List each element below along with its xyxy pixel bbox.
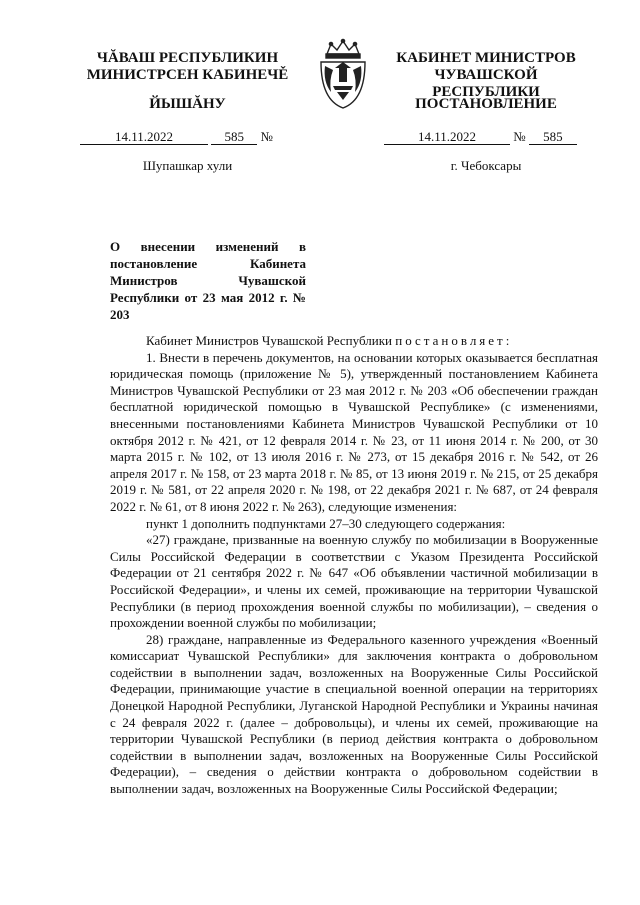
dateline-right [384, 129, 577, 145]
header-right-line2: ЧУВАШСКОЙ РЕСПУБЛИКИ [432, 67, 540, 100]
date-right: 14.11.2022 [384, 130, 510, 145]
paragraph-preamble [110, 333, 598, 350]
preamble-spaced-word: постановляет: [395, 333, 513, 348]
header-right-line1: КАБИНЕТ МИНИСТРОВ [396, 50, 576, 66]
paragraph-4: 28) граждане, направленные из Федерального казенного учреждения «Военный комиссариат Чувашской Республики» для заключения контракта о добровольном содействии в выполнении задач, возложенных на Вооруженные Силы Российской Федерации, принимающие участие в специальной военной операции на территориях Донецкой Народной Республики, Луганской Народной Республики и Украины начиная с 24 февраля 2022 г. (далее – добровольцы), и члены их семей, проживающие на территории Чувашской Республики (в период действия контракта о добровольном содействии в выполнении задач, возложенных на Вооруженные Силы Российской Федерации), – сведения о действии контракта о добровольном содействии в выполнении задач, возложенных на Вооруженные Силы Российской Федерации; [110, 631, 598, 797]
chuvash-coat-of-arms-icon [313, 38, 373, 112]
number-left: 585 [211, 130, 257, 145]
place-left: Шупашкар хули [142, 158, 233, 173]
number-right: 585 [529, 130, 577, 145]
header-left-line2: МИНИСТРСЕН КАБИНЕЧĚ [86, 67, 289, 83]
header-left [70, 50, 305, 84]
number-sign-left: № [260, 129, 273, 144]
dateline-left [80, 129, 273, 145]
number-sign-right: № [513, 129, 526, 144]
document-body [110, 333, 598, 798]
date-left: 14.11.2022 [80, 130, 208, 145]
document-subject: О внесении изменений в постановление Кабинета Министров Чувашской Республики от 23 мая 2012 г. № 203 [110, 239, 306, 322]
paragraph-3: «27) граждане, призванные на военную службу по мобилизации в Вооруженные Силы Российской Федерации в соответствии с Указом Президента Российской Федерации от 21 сентября 2022 г. № 647 «Об объявлении частичной мобилизации в Российской Федерации», и члены их семей, проживающие на территории Чувашской Республики (в период прохождения военной службы по мобилизации), – сведения о прохождении военной службы по мобилизации; [110, 532, 598, 631]
header-left-line1: ЧĂВАШ РЕСПУБЛИКИН [96, 50, 279, 66]
place-right: г. Чебоксары [450, 158, 522, 173]
paragraph-2: пункт 1 дополнить подпунктами 27–30 следующего содержания: [146, 515, 506, 531]
header-right [380, 50, 592, 101]
header-left-title: ЙЫШĂНУ [149, 96, 226, 112]
paragraph-1: 1. Внести в перечень документов, на основании которых оказывается бесплатная юридическая помощь (приложение № 5), утвержденный постановлением Кабинета Министров Чувашской Республики от 23 мая 2012 г. № 203 «Об обеспечении граждан бесплатной юридической помощью в Чувашской Республике» (с изменениями, внесенными постановлениями Кабинета Министров Чувашской Республики от 10 октября 2012 г. № 421, от 12 февраля 2014 г. № 23, от 11 июня 2014 г. № 200, от 30 марта 2015 г. № 102, от 13 июля 2016 г. № 273, от 15 декабря 2016 г. № 542, от 26 апреля 2017 г. № 158, от 23 марта 2018 г. № 85, от 13 июня 2019 г. № 215, от 25 декабря 2019 г. № 581, от 22 апреля 2020 г. № 198, от 22 декабря 2021 г. № 687, от 24 февраля 2022 г. № 61, от 8 июня 2022 г. № 263), следующие изменения: [110, 349, 598, 514]
preamble-text: Кабинет Министров Чувашской Республики [146, 333, 396, 348]
header-right-title: ПОСТАНОВЛЕНИЕ [415, 96, 557, 112]
